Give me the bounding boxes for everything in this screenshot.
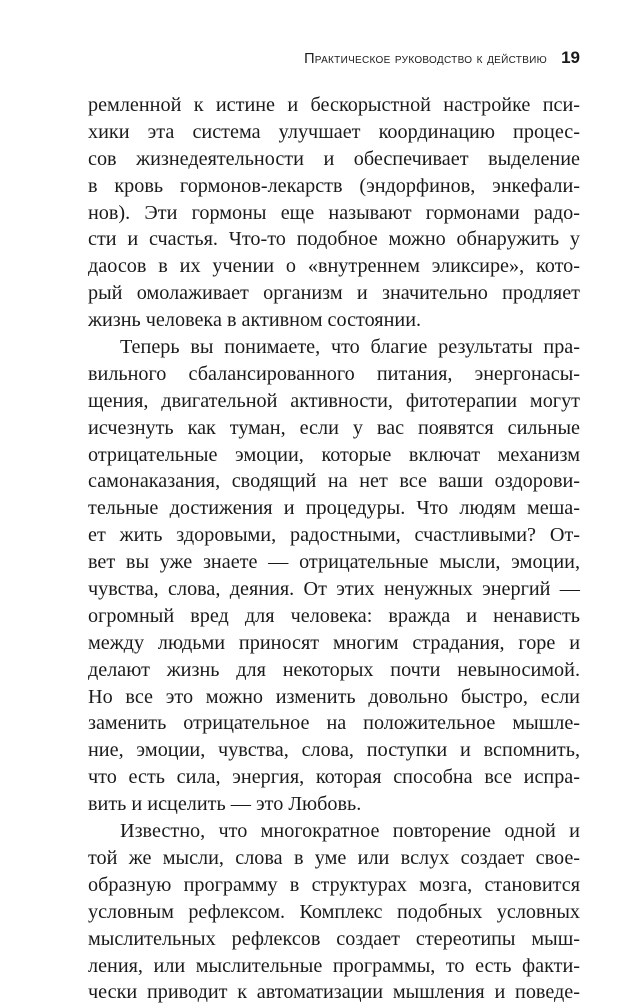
running-header xyxy=(88,48,580,72)
paragraph-1 xyxy=(88,92,580,334)
text-line: делают жизнь для некоторых почти невыносимой. xyxy=(88,658,580,681)
text-line: отрицательные эмоции, которые включат механизм xyxy=(88,443,580,466)
text-line: самонаказания, сводящий на нет все ваши оздорови- xyxy=(88,470,580,493)
paragraph-2 xyxy=(88,334,580,818)
text-line: Известно, что многократное повторение одной и xyxy=(120,820,580,843)
text-line: ние, эмоции, чувства, слова, поступки и вспомнить, xyxy=(88,739,580,762)
text-line: ления, или мыслительные программы, то есть факти- xyxy=(88,954,580,977)
text-line: между людьми приносят многим страдания, горе и xyxy=(88,631,580,654)
text-line: нов). Эти гормоны еще называют гормонами радо- xyxy=(88,201,580,224)
text-line: Но все это можно изменить довольно быстро, если xyxy=(88,685,580,708)
page-number: 19 xyxy=(561,48,580,67)
text-line: чувства, слова, деяния. От этих ненужных энергий — xyxy=(88,578,580,601)
text-line: заменить отрицательное на положительное мышле- xyxy=(88,712,580,735)
text-line: даосов в их учении о «внутреннем эликсире», кото- xyxy=(88,255,580,278)
text-line: вет вы уже знаете — отрицательные мысли, эмоции, xyxy=(88,551,580,574)
text-line: в кровь гормонов-лекарств (эндорфинов, энкефали- xyxy=(88,174,580,197)
text-line: вильного сбалансированного питания, энергонасы- xyxy=(88,362,580,385)
text-line: исчезнуть как туман, если у вас появятся сильные xyxy=(88,416,580,439)
paragraph-3 xyxy=(88,818,580,1006)
text-line: вить и исцелить — это Любовь. xyxy=(88,793,362,816)
text-line: той же мысли, слова в уме или вслух создает свое- xyxy=(88,846,580,869)
text-line: Теперь вы понимаете, что благие результаты пра- xyxy=(120,336,580,359)
text-line: чески приводит к автоматизации мышления и поведе- xyxy=(88,981,580,1004)
text-line: мыслительных рефлексов создает стереотипы мыш- xyxy=(88,927,580,950)
header-title: Практическое руководство к действию xyxy=(304,51,548,67)
text-line: образную программу в структурах мозга, становится xyxy=(88,873,580,896)
text-line: сов жизнедеятельности и обеспечивает выделение xyxy=(88,147,580,170)
body-text xyxy=(88,92,580,1006)
text-line: тельные достижения и процедуры. Что людям меша- xyxy=(88,497,580,520)
text-line: рый омолаживает организм и значительно продляет xyxy=(88,282,580,305)
text-line: жизнь человека в активном состоянии. xyxy=(88,309,422,332)
text-line: хики эта система улучшает координацию процес- xyxy=(88,120,580,143)
text-line: сти и счастья. Что-то подобное можно обнаружить у xyxy=(88,228,580,251)
text-line: ет жить здоровыми, радостными, счастливыми? От- xyxy=(88,524,580,547)
text-line: что есть сила, энергия, которая способна все испра- xyxy=(88,766,580,789)
text-line: огромный вред для человека: вражда и ненависть xyxy=(88,604,580,627)
text-line: условным рефлексом. Комплекс подобных условных xyxy=(88,900,580,923)
text-line: щения, двигательной активности, фитотерапии могут xyxy=(88,389,580,412)
text-line: ремленной к истине и бескорыстной настройке пси- xyxy=(88,94,580,116)
